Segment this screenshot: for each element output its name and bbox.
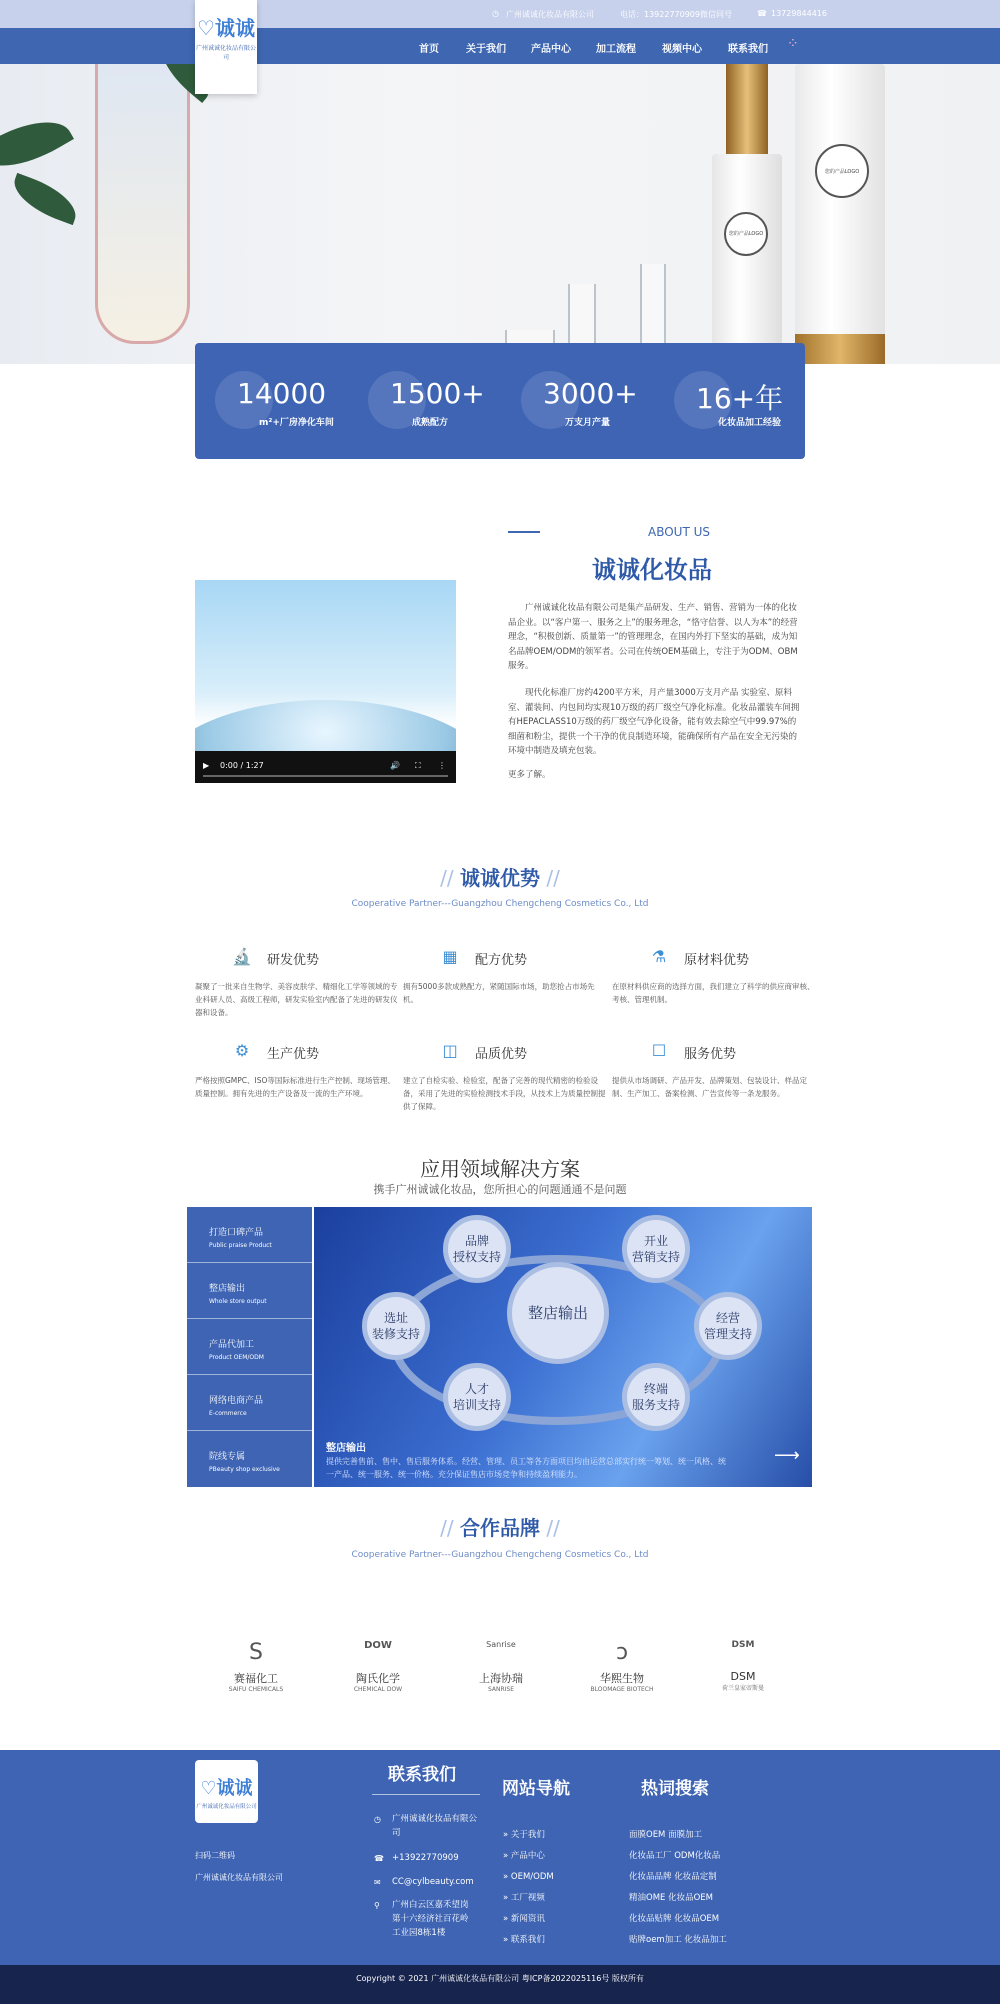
contact-email[interactable]: CC@cylbeauty.com	[392, 1877, 474, 1887]
advantage-title: 原材料优势	[684, 953, 750, 968]
site-logo[interactable]	[195, 0, 257, 94]
leaf-decoration	[7, 173, 83, 225]
contact-divider	[372, 1794, 480, 1795]
solution-tab-label: 打造口碑产品	[209, 1228, 264, 1238]
footer-nav-label: 关于我们	[510, 1830, 545, 1840]
solution-tab[interactable]	[187, 1375, 312, 1431]
logo-text: 广州诚诚化妆品有限公司	[195, 45, 256, 61]
brand-name: 华熙生物	[600, 1672, 644, 1685]
quality-icon: ◫	[442, 1041, 458, 1060]
phone-icon: ☎	[374, 1854, 384, 1863]
hero-banner	[0, 64, 1000, 364]
email-icon: ✉	[374, 1878, 381, 1887]
top-phone: 电话：13922770909微信同号	[620, 10, 732, 19]
fullscreen-icon[interactable]: ⛶	[415, 761, 421, 770]
arrow-right-icon[interactable]: ⟶	[774, 1445, 800, 1466]
nav-home[interactable]: 首页	[419, 44, 439, 55]
play-icon[interactable]: ▶	[203, 761, 210, 770]
nav-process[interactable]: 加工流程	[596, 44, 636, 55]
logo-mark: ♡诚诚	[197, 16, 255, 40]
footer-nav-label: OEM/ODM	[510, 1872, 554, 1882]
diagram-node: 终端 服务支持	[622, 1363, 690, 1431]
brand-logo-item	[698, 1640, 788, 1692]
about-more-link[interactable]: 更多了解。	[508, 770, 551, 780]
solution-diagram-panel	[314, 1207, 812, 1487]
brand-name: 上海协瑞	[479, 1672, 523, 1685]
hot-search-link[interactable]: 化妆品品牌 化妆品定制	[629, 1872, 717, 1882]
saifu-logo-icon: S	[249, 1640, 263, 1665]
top-phone2: 13729844416	[771, 9, 827, 18]
more-options-icon[interactable]: ⋮	[438, 761, 446, 770]
diagram-node: 人才 培训支持	[443, 1363, 511, 1431]
advantage-title: 配方优势	[475, 953, 528, 968]
stat-number: 1500+	[390, 377, 485, 410]
about-divider	[508, 531, 540, 533]
advantage-desc: 建立了自检实验、检验室，配备了完善的现代精密的检验设备，采用了先进的实验检测技术手段，从技术上为质量控制提供了保障。	[403, 1076, 606, 1111]
menu-dots-icon[interactable]: ⁘	[787, 36, 799, 52]
solution-tab-label: 产品代加工	[209, 1340, 255, 1350]
hot-search-link[interactable]: 化妆品贴牌 化妆品OEM	[629, 1914, 720, 1924]
brand-name: DSM	[730, 1670, 756, 1683]
advantage-desc: 提供从市场调研、产品开发、品牌策划、包装设计、样品定制、生产加工、备案检测、广告宣传等一条龙服务。	[612, 1076, 807, 1098]
nav-products[interactable]: 产品中心	[531, 44, 571, 55]
contact-address: 广州白云区嘉禾望岗第十六经济社百花岭工业园8栋1楼	[392, 1900, 469, 1938]
footer-nav-link[interactable]: » 工厂视频	[503, 1893, 545, 1903]
brand-logo-item	[211, 1640, 301, 1693]
advantage-title: 生产优势	[267, 1047, 320, 1062]
solution-tab-label: 网络电商产品	[209, 1396, 264, 1406]
diagram-node: 选址 装修支持	[362, 1292, 430, 1360]
diagram-node: 开业 营销支持	[622, 1215, 690, 1283]
contact-phone: +13922770909	[392, 1853, 459, 1863]
about-en-heading: ABOUT US	[648, 525, 711, 539]
site-nav-heading: 网站导航	[502, 1779, 570, 1799]
footer-nav-link[interactable]: » OEM/ODM	[503, 1872, 554, 1882]
hero-arch	[95, 64, 190, 344]
solution-tab-en: PBeauty shop exclusive	[209, 1466, 280, 1473]
footer-company: 广州诚诚化妆品有限公司	[195, 1873, 283, 1882]
flask-icon: ⚗	[651, 947, 667, 966]
brand-en: SANRISE	[487, 1686, 515, 1693]
formula-icon: ▦	[442, 947, 458, 966]
solution-description: 提供完善售前、售中、售后服务体系。经营、管理、员工等各方面项目均由运营总部实行统一筹划、统一风格、统一产品、统一服务、统一价格。充分保证售店市场竞争和持续盈利能力。	[326, 1457, 726, 1479]
footer	[0, 1750, 1000, 1965]
tube-logo-badge: 您的产品LOGO	[815, 144, 869, 198]
solution-tab[interactable]	[187, 1319, 312, 1375]
solutions-subtitle: 携手广州诚诚化妆品，您所担心的问题通通不是问题	[373, 1183, 627, 1196]
hot-search-link[interactable]: 贴牌oem加工 化妆品加工	[629, 1935, 727, 1945]
stat-number: 16+年	[696, 382, 784, 415]
solution-tab-en: Whole store output	[209, 1298, 267, 1305]
brand-logo-item	[333, 1640, 423, 1693]
solution-tab[interactable]	[187, 1431, 312, 1487]
leaf-decoration	[0, 104, 74, 184]
stats-panel	[195, 343, 805, 459]
diagram-node: 经营 管理支持	[694, 1292, 762, 1360]
volume-icon[interactable]: 🔊	[390, 761, 400, 770]
solution-caption: 整店输出	[326, 1443, 366, 1454]
microscope-icon: 🔬	[232, 947, 252, 966]
advantage-desc: 拥有5000多款成熟配方，紧随国际市场，助您抢占市场先机。	[403, 982, 595, 1004]
video-time: 0:00 / 1:27	[220, 761, 264, 770]
advantage-title: 研发优势	[267, 953, 320, 968]
hot-search-link[interactable]: 精油OME 化妆品OEM	[629, 1893, 713, 1903]
advantage-desc: 严格按照GMPC、ISO等国际标准进行生产控制、现场管理、质量控制。拥有先进的生产设备及一流的生产环境。	[195, 1076, 395, 1098]
advantage-title: 品质优势	[475, 1047, 528, 1062]
stat-number: 3000+	[543, 377, 638, 410]
top-company-name: 广州诚诚化妆品有限公司	[506, 10, 594, 19]
brand-en: BLOOMAGE BIOTECH	[590, 1686, 654, 1693]
advantage-title: 服务优势	[684, 1047, 737, 1062]
hot-search-heading: 热词搜索	[641, 1779, 709, 1799]
stat-label: 成熟配方	[412, 418, 449, 428]
footer-nav-link[interactable]: » 联系我们	[503, 1935, 545, 1945]
footer-nav-label: 工厂视频	[510, 1893, 545, 1903]
stat-number: 14000	[237, 377, 327, 410]
dsm-logo-icon: DSM	[731, 1640, 755, 1650]
about-video-player[interactable]	[195, 580, 456, 783]
stat-label: m²+厂房净化车间	[259, 418, 334, 428]
solutions-title: 应用领域解决方案	[420, 1157, 580, 1181]
product-tube	[795, 64, 885, 364]
nav-contact[interactable]: 联系我们	[728, 44, 768, 55]
footer-nav-link[interactable]: » 产品中心	[503, 1851, 545, 1861]
brands-title: // 合作品牌 //	[440, 1516, 560, 1540]
footer-logo-mark: ♡诚诚	[200, 1778, 253, 1799]
gear-icon: ⚙	[234, 1041, 250, 1060]
advantages-title-text: 诚诚优势	[460, 866, 540, 890]
solution-tab-en: Public praise Product	[209, 1242, 272, 1249]
stat-label: 化妆品加工经验	[718, 418, 782, 428]
copyright-text: Copyright © 2021 广州诚诚化妆品有限公司 粤ICP备2022025116号 版权所有	[356, 1974, 644, 1983]
footer-nav-link[interactable]: » 新闻资讯	[503, 1914, 545, 1924]
copyright-bar	[0, 1965, 1000, 2004]
clock-icon: ◷	[374, 1815, 381, 1824]
advantage-desc: 凝聚了一批来自生物学、美容皮肤学、精细化工学等领域的专业科研人员、高级工程师，研发实验室内配备了先进的研发仪器和设备。	[195, 982, 398, 1017]
contact-company: 广州诚诚化妆品有限公司	[392, 1814, 478, 1838]
bloomage-logo-icon: ɔ	[615, 1640, 629, 1665]
advantages-title: // 诚诚优势 //	[440, 866, 560, 890]
video-progress-track[interactable]	[203, 775, 448, 777]
footer-nav-label: 产品中心	[510, 1851, 545, 1861]
bottle-cap	[726, 64, 768, 156]
brand-name: 赛福化工	[234, 1672, 278, 1685]
brand-logo-item	[577, 1640, 667, 1693]
solution-tab-label: 整店输出	[209, 1284, 246, 1294]
phone-icon: ☎	[757, 9, 767, 18]
video-controls	[195, 751, 456, 783]
qr-label: 扫码二维码	[195, 1851, 235, 1860]
about-paragraph-2: 现代化标准厂房约4200平方米，月产量3000万支月产品 实验室、原料室、灌装间、内包间均实现10万级的药厂级空气净化标准。化妆品灌装车间拥有HEPACLASS10万级的药厂级空气净化设备，能有效去除空气中99.97%的细菌和粉尘，提供一个干净的优良制造环境，能确保所有产品在安全无污染的环境中制造及填充包装。	[508, 688, 800, 756]
brand-en: CHEMICAL DOW	[353, 1686, 403, 1693]
sanrise-logo-icon: Sanrise	[486, 1640, 516, 1649]
product-bottle	[712, 154, 782, 364]
brand-en: 荷兰皇家帝斯曼	[721, 1685, 764, 1692]
nav-video[interactable]: 视频中心	[662, 44, 702, 55]
footer-nav-label: 联系我们	[510, 1935, 545, 1945]
diagram-node: 品牌 授权支持	[443, 1215, 511, 1283]
solutions-tabs	[187, 1207, 312, 1487]
clock-icon: ◷	[492, 9, 499, 18]
brand-logo-item	[456, 1640, 546, 1693]
solution-tab[interactable]	[187, 1207, 312, 1263]
solution-tab-en: Product OEM/ODM	[209, 1354, 264, 1361]
solution-tab-label: 院线专属	[209, 1452, 246, 1462]
advantage-desc: 在原材料供应商的选择方面，我们建立了科学的供应商审核、考核、管理机制。	[612, 982, 815, 1004]
tube-cap	[795, 334, 885, 364]
bottle-logo-badge: 您的产品LOGO	[724, 212, 768, 256]
stat-label: 万支月产量	[565, 418, 611, 428]
footer-logo	[195, 1760, 258, 1823]
solution-tab-en: E-commerce	[209, 1410, 247, 1417]
diagram-center-node: 整店输出	[507, 1262, 609, 1364]
solution-tab[interactable]	[187, 1263, 312, 1319]
dow-logo-icon: DOW	[364, 1640, 392, 1651]
contact-heading: 联系我们	[388, 1765, 456, 1785]
hot-search-link[interactable]: 面膜OEM 面膜加工	[629, 1830, 703, 1840]
footer-nav-link[interactable]: » 关于我们	[503, 1830, 545, 1840]
brands-title-text: 合作品牌	[460, 1516, 540, 1540]
brands-subtitle: Cooperative Partner---Guangzhou Chengcheng Cosmetics Co., Ltd	[351, 1550, 649, 1560]
location-icon: ⚲	[374, 1901, 380, 1910]
footer-nav-label: 新闻资讯	[510, 1914, 545, 1924]
top-bar	[0, 0, 1000, 28]
hot-search-link[interactable]: 化妆品工厂 ODM化妆品	[629, 1851, 721, 1861]
brand-en: SAIFU CHEMICALS	[228, 1686, 284, 1693]
brand-name: 陶氏化学	[356, 1672, 400, 1685]
about-title: 诚诚化妆品	[592, 556, 712, 584]
nav-about[interactable]: 关于我们	[466, 44, 506, 55]
advantages-subtitle: Cooperative Partner---Guangzhou Chengcheng Cosmetics Co., Ltd	[351, 899, 649, 909]
footer-logo-text: 广州诚诚化妆品有限公司	[196, 1804, 257, 1810]
main-nav	[0, 28, 1000, 64]
about-paragraph-1: 广州诚诚化妆品有限公司是集产品研发、生产、销售、营销为一体的化妆品企业。以“客户第一、服务之上”的服务理念，“恪守信誉、以人为本”的经营理念，“积极创新、质量第一”的管理理念，在国内外打下坚实的基础，成为知名品牌OEM/ODM的领军者。公司在传统OEM基础上，专注于为ODM、OBM服务。	[508, 603, 798, 671]
service-icon: ☐	[651, 1041, 667, 1060]
